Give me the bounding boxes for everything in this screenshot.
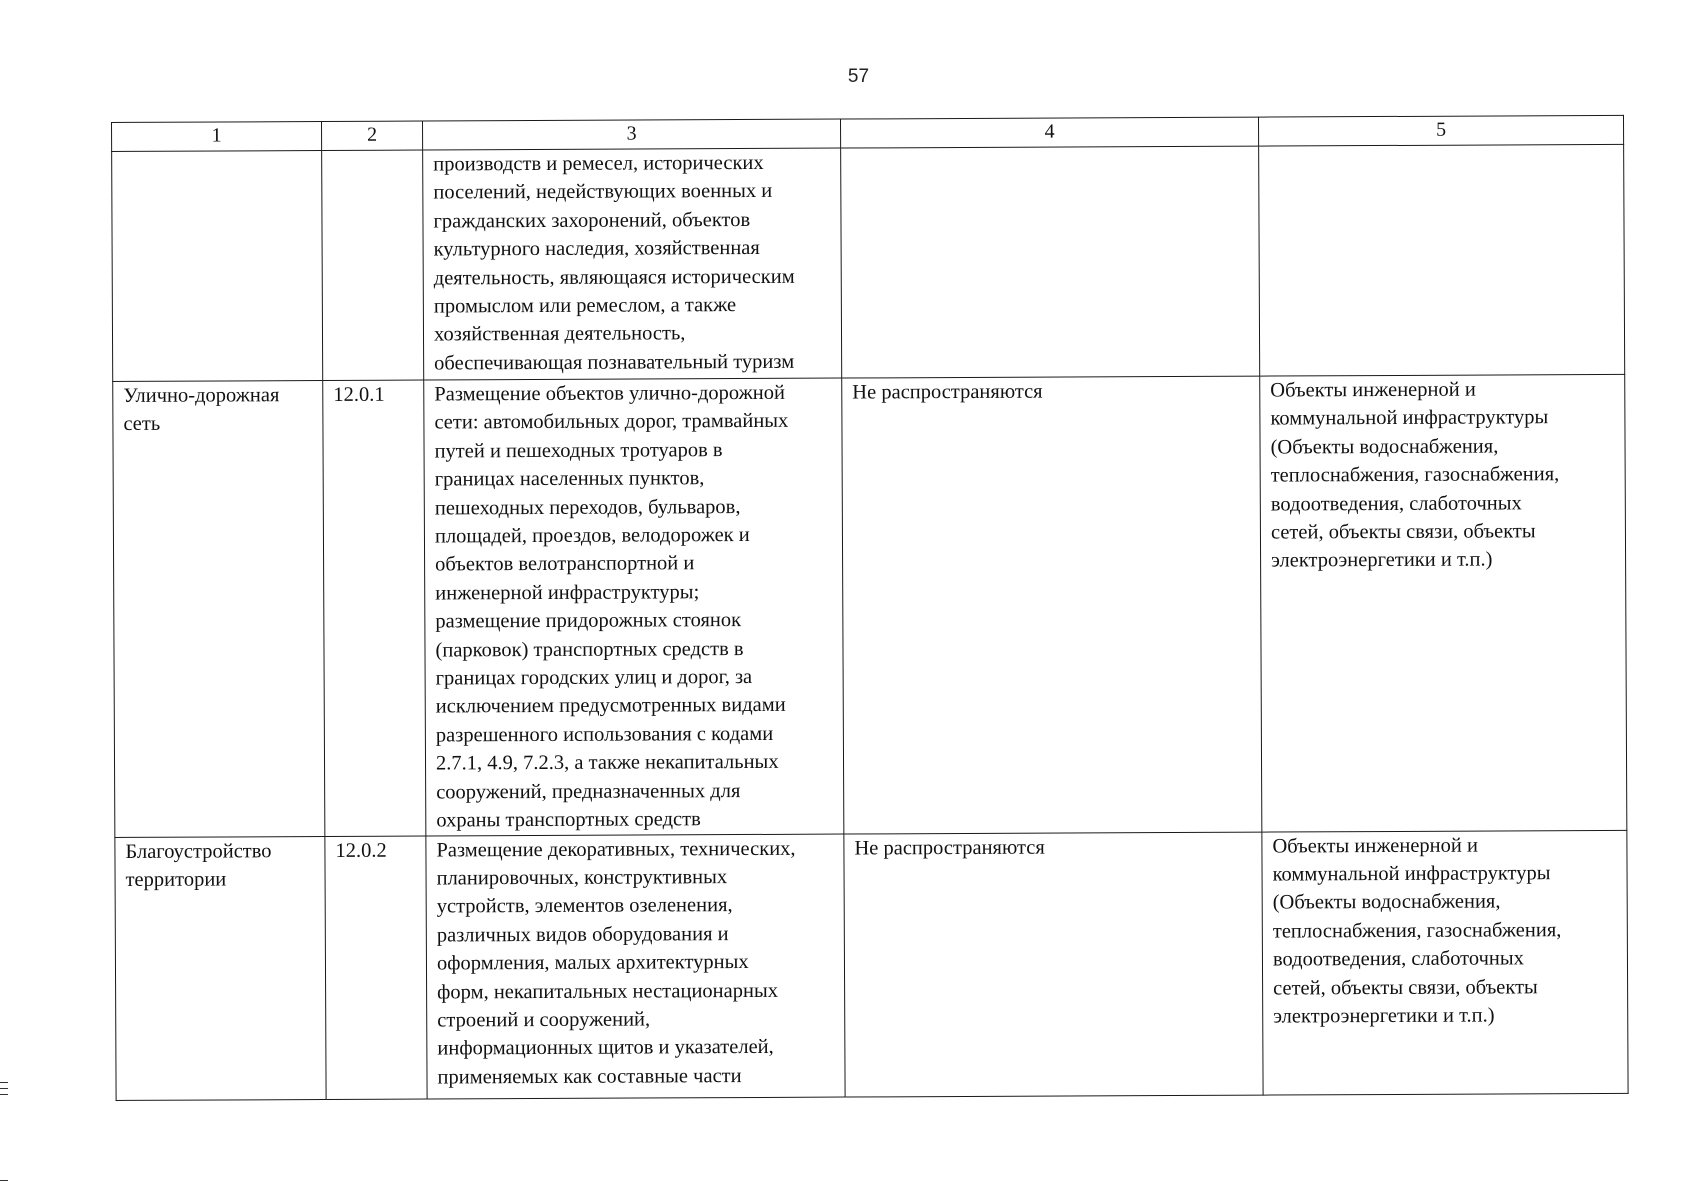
- margin-mark: [0, 1094, 8, 1095]
- margin-mark: [0, 1180, 8, 1181]
- cell-use-name: Благоустройство территории: [115, 836, 326, 1100]
- cell-col-4: [841, 146, 1260, 378]
- cell-use-code: [322, 150, 424, 380]
- page-number: 57: [847, 66, 870, 87]
- cell-use-code: 12.0.2: [325, 836, 427, 1099]
- header-col-2: 2: [322, 121, 423, 150]
- cell-col-5: Объекты инженерной и коммунальной инфраструктуры (Объекты водоснабжения, теплоснабжения, газоснабжения, водоотведения, слаботочных сетей, объекты связи, объекты электроэнергетики и т.п.): [1260, 374, 1627, 831]
- cell-col-4: Не распространяются: [844, 832, 1263, 1097]
- cell-use-description: Размещение объектов улично-дорожной сети: автомобильных дорог, трамвайных путей и пешеходных тротуаров в границах населенных пунктов, пешеходных переходов, бульваров, площадей, проездов, велодорожек и объектов велотранспортной и инженерной инфраструктуры; размещение придорожных стоянок (парковок) транспортных средств в границах городских улиц и дорог, за исключением предусмотренных видами разрешенного использования с кодами 2.7.1, 4.9, 7.2.3, а также некапитальных сооружений, предназначенных для охраны транспортных средств: [424, 378, 844, 835]
- header-col-3: 3: [422, 119, 840, 150]
- cell-col-4: Не распространяются: [842, 376, 1262, 833]
- cell-use-name: Улично-дорожная сеть: [113, 381, 325, 837]
- cell-col-5: Объекты инженерной и коммунальной инфраструктуры (Объекты водоснабжения, теплоснабжения, газоснабжения, водоотведения, слаботочных сетей, объекты связи, объекты электроэнергетики и т.п.): [1262, 830, 1628, 1095]
- header-col-1: 1: [112, 122, 322, 152]
- header-col-4: 4: [840, 117, 1258, 148]
- table-row: [115, 830, 1628, 1100]
- zoning-table: [111, 115, 1629, 1101]
- margin-mark: [0, 1082, 8, 1083]
- cell-use-description: производств и ремесел, исторических поселений, недействующих военных и гражданских захоронений, объектов культурного наследия, хозяйственная деятельность, являющаяся историческим промыслом или ремеслом, а также хозяйственная деятельность, обеспечивающая познавательный туризм: [423, 148, 842, 380]
- header-col-5: 5: [1258, 115, 1623, 146]
- cell-col-5: [1259, 144, 1625, 376]
- cell-use-description: Размещение декоративных, технических, планировочных, конструктивных устройств, элементов озеленения, различных видов оборудования и оформления, малых архитектурных форм, некапитальных нестационарных строений и сооружений, информационных щитов и указателей, применяемых как составные части: [426, 834, 845, 1099]
- table-row: [113, 374, 1627, 837]
- table-row: [112, 144, 1625, 381]
- cell-use-code: 12.0.1: [323, 380, 426, 836]
- cell-use-name: [112, 151, 323, 382]
- margin-mark: [0, 1088, 8, 1089]
